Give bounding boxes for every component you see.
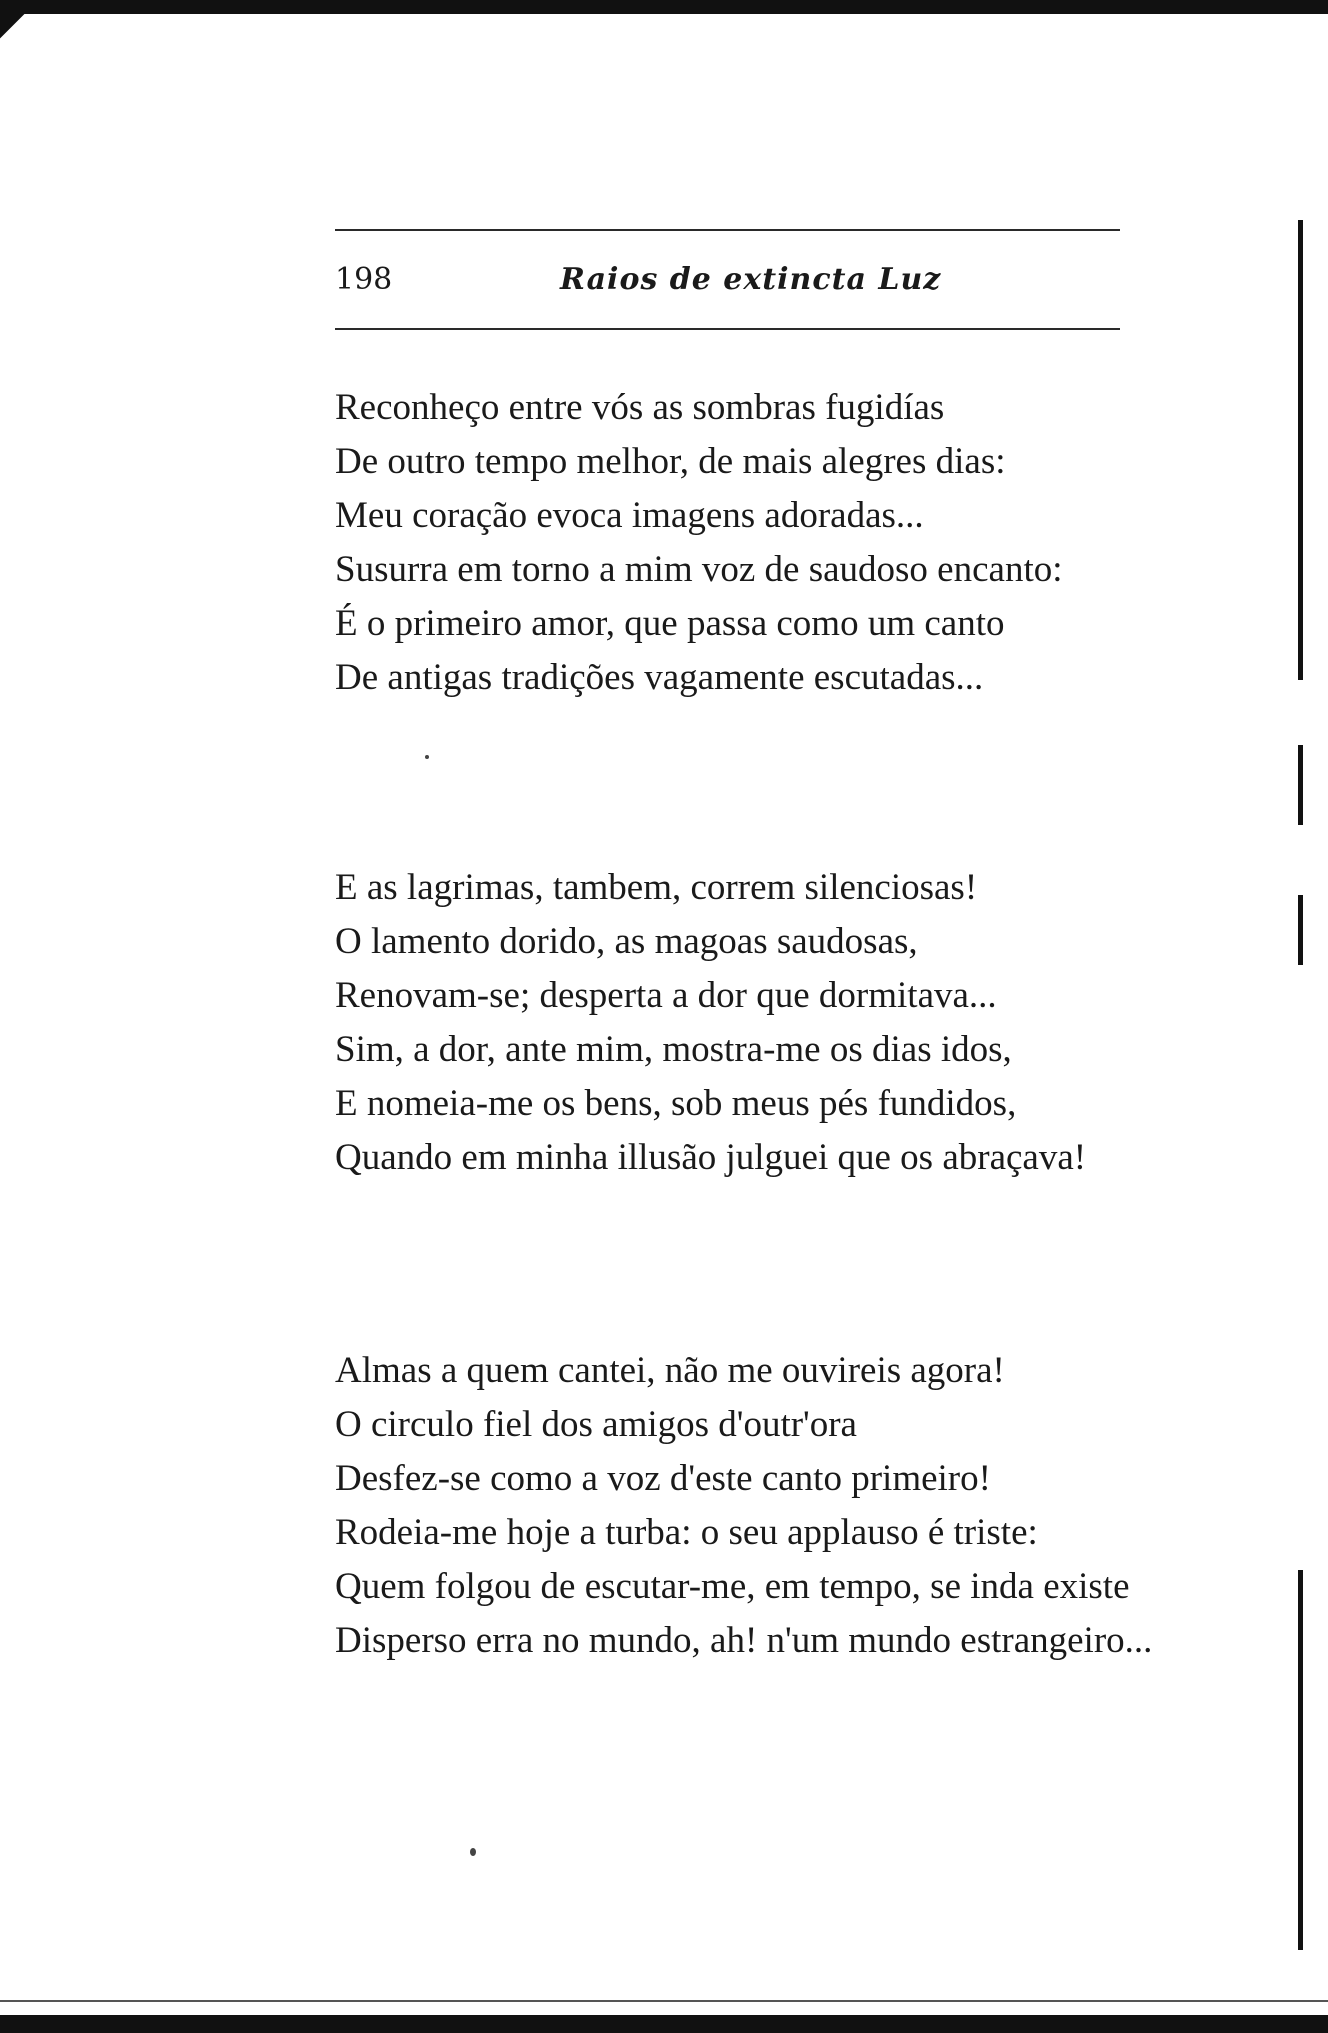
verse-line: Sim, a dor, ante mim, mostra-me os dias idos, xyxy=(335,1029,1012,1070)
verse-line: Reconheço entre vós as sombras fugidías xyxy=(335,387,945,428)
ink-speck xyxy=(470,1848,476,1856)
verse-line: Rodeia-me hoje a turba: o seu applauso é triste: xyxy=(335,1512,1038,1553)
page-number: 198 xyxy=(335,262,393,297)
verse-line: Desfez-se como a voz d'este canto primeiro! xyxy=(335,1458,991,1499)
verse-line: Meu coração evoca imagens adoradas... xyxy=(335,495,924,536)
header-rule-bottom xyxy=(335,328,1120,330)
scan-line-bottom xyxy=(0,2000,1328,2002)
running-title: Raios de extincta Luz xyxy=(560,262,942,297)
verse-line: Disperso erra no mundo, ah! n'um mundo estrangeiro... xyxy=(335,1620,1153,1661)
stanza-1 xyxy=(335,381,1063,705)
verse-line: De outro tempo melhor, de mais alegres dias: xyxy=(335,441,1006,482)
scan-edge-right-3 xyxy=(1298,895,1303,965)
verse-line: Quem folgou de escutar-me, em tempo, se inda existe xyxy=(335,1566,1130,1607)
ink-speck xyxy=(425,755,429,759)
stanza-2 xyxy=(335,861,1086,1185)
verse-line: De antigas tradições vagamente escutadas... xyxy=(335,657,984,698)
scan-edge-right-1 xyxy=(1298,220,1303,680)
verse-line: Almas a quem cantei, não me ouvireis agora! xyxy=(335,1350,1005,1391)
verse-line: Quando em minha illusão julguei que os abraçava! xyxy=(335,1137,1087,1178)
scan-border-bottom xyxy=(0,2015,1328,2033)
verse-line: E nomeia-me os bens, sob meus pés fundidos, xyxy=(335,1083,1017,1124)
scan-border-top xyxy=(0,0,1328,14)
verse-line: Renovam-se; desperta a dor que dormitava... xyxy=(335,975,997,1016)
verse-line: E as lagrimas, tambem, correm silenciosas! xyxy=(335,867,978,908)
header-rule-top xyxy=(335,229,1120,231)
verse-line: Susurra em torno a mim voz de saudoso encanto: xyxy=(335,549,1063,590)
stanza-3 xyxy=(335,1344,1152,1668)
scan-corner-top-left xyxy=(0,14,40,54)
verse-line: O lamento dorido, as magoas saudosas, xyxy=(335,921,918,962)
scan-edge-right-2 xyxy=(1298,745,1303,825)
verse-line: O circulo fiel dos amigos d'outr'ora xyxy=(335,1404,857,1445)
verse-line: É o primeiro amor, que passa como um canto xyxy=(335,603,1005,644)
scan-edge-right-4 xyxy=(1298,1570,1303,1950)
